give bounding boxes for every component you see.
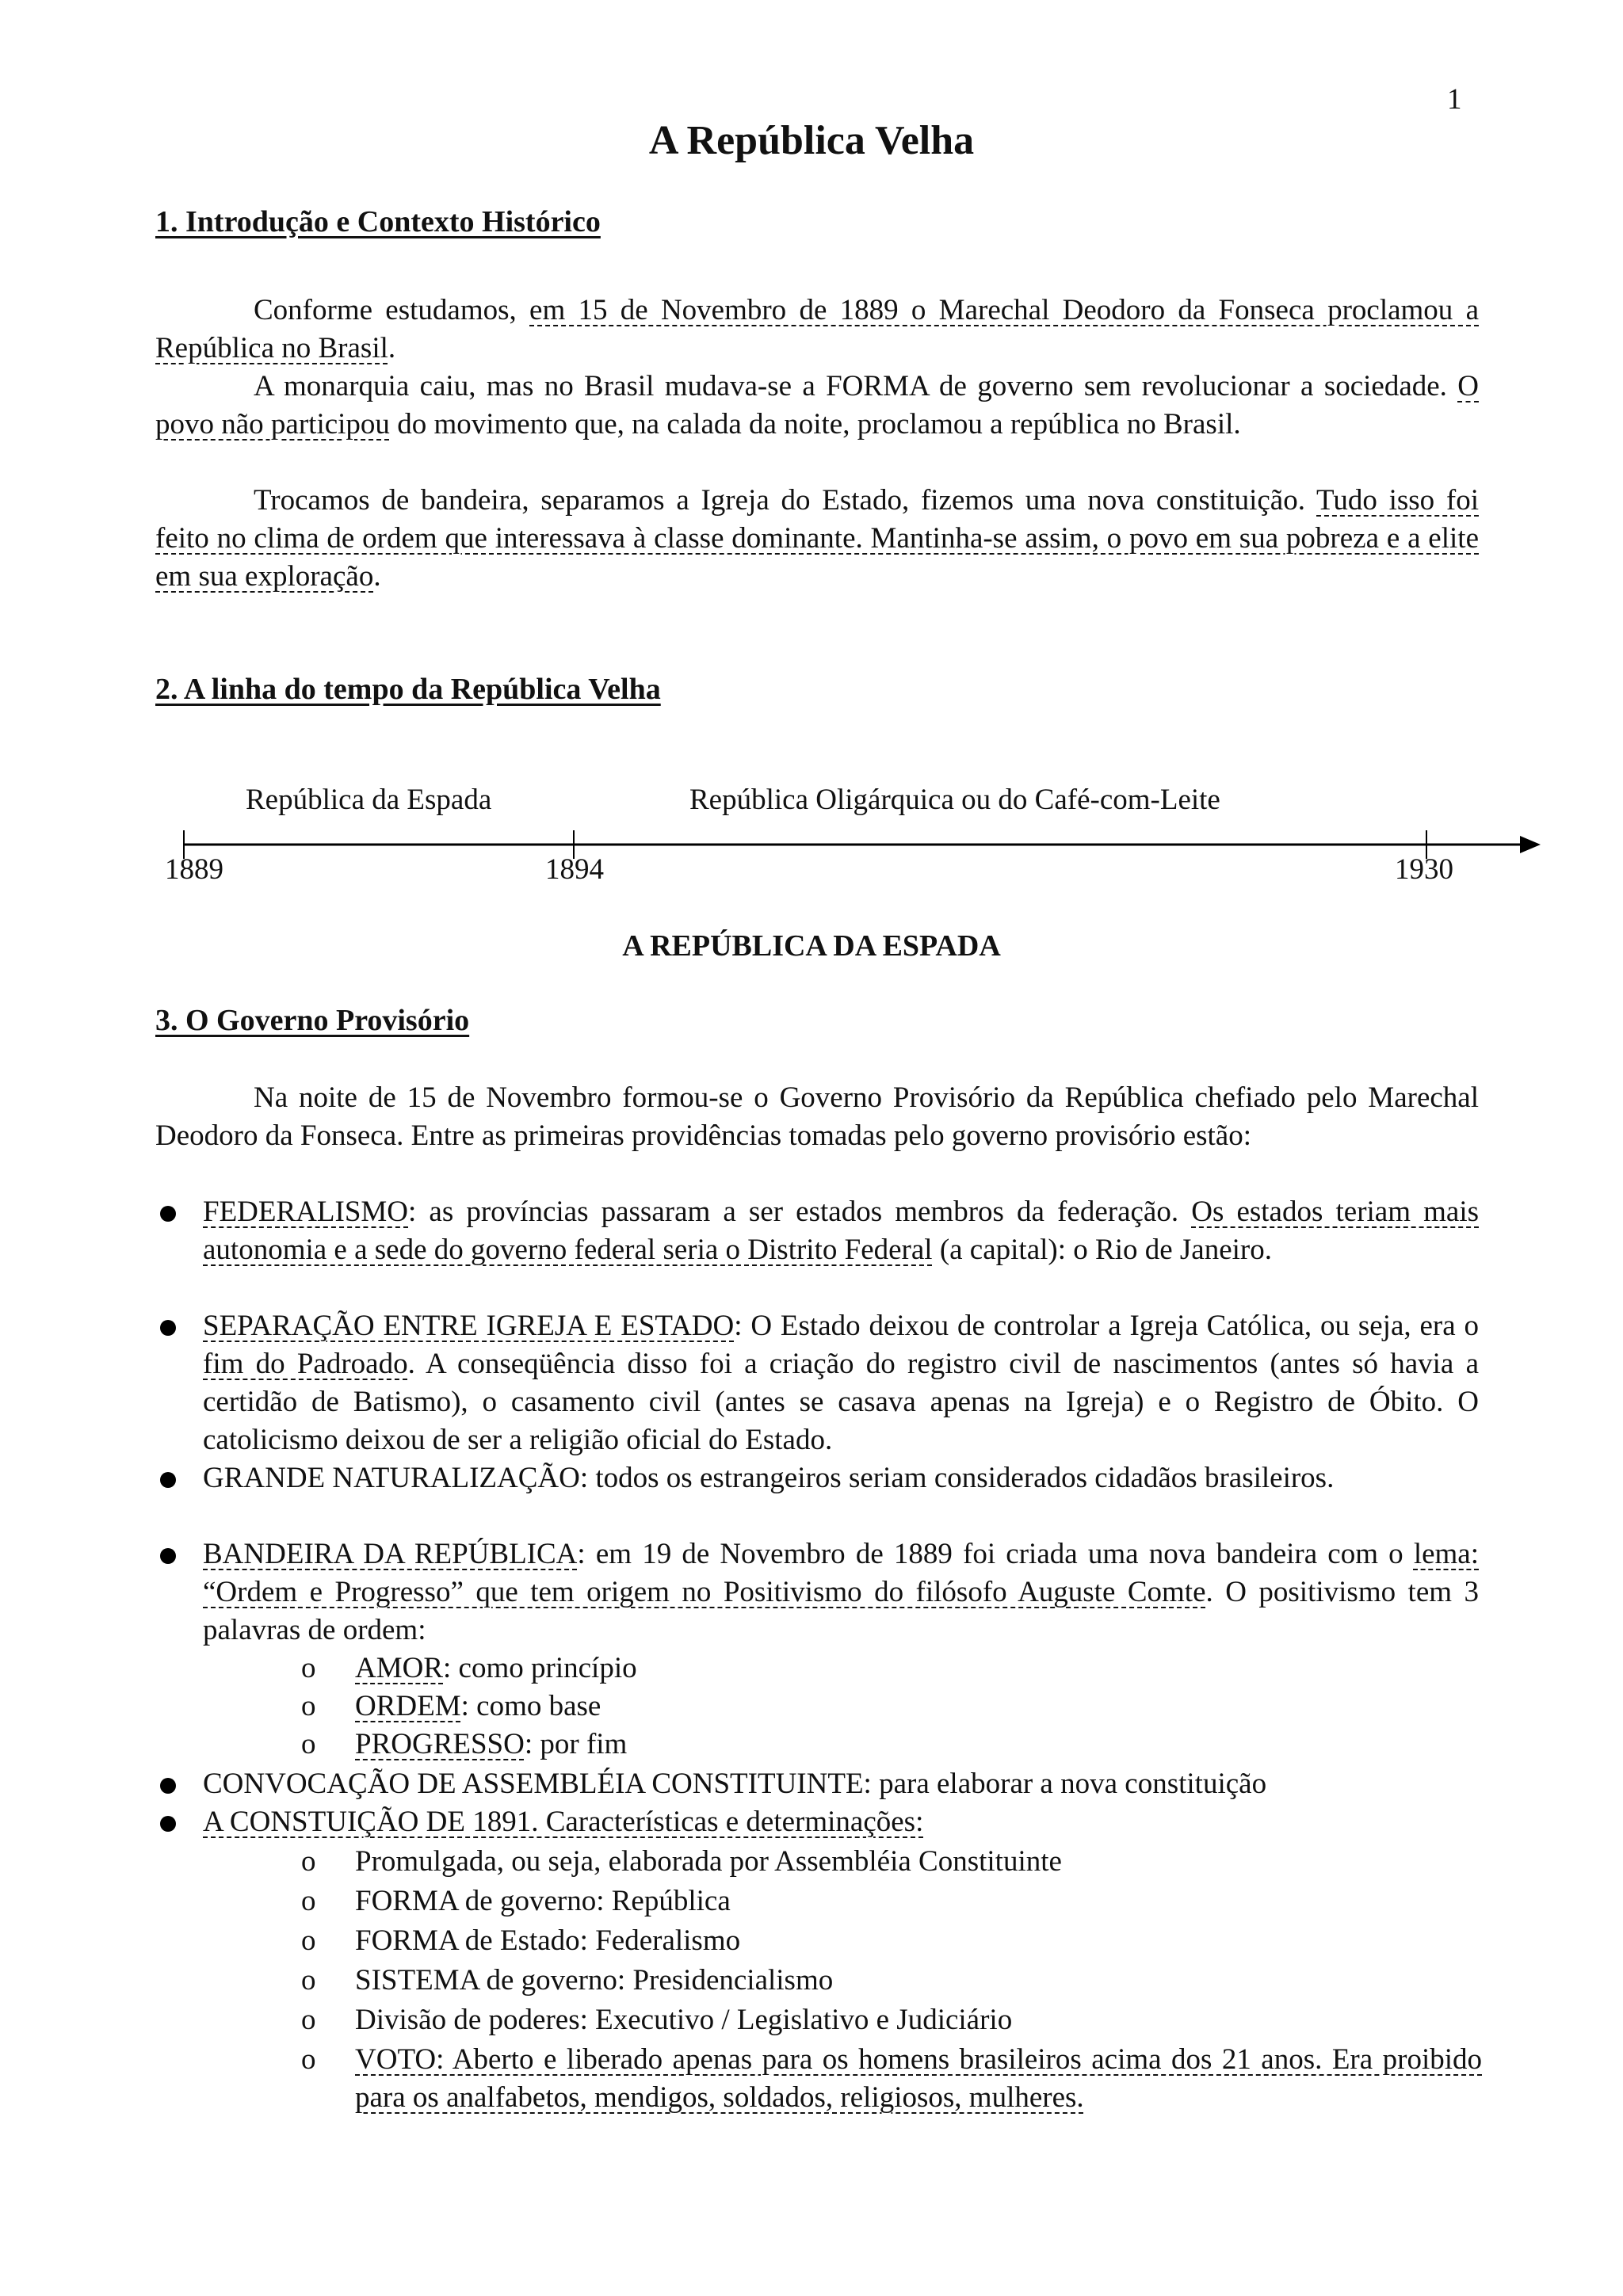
section-heading-intro: 1. Introdução e Contexto Histórico xyxy=(155,205,601,238)
sub-item-amor xyxy=(301,1650,1482,1688)
section-heading-governo-provisorio: 3. O Governo Provisório xyxy=(155,1004,470,1037)
underlined-label: BANDEIRA DA REPÚBLICA xyxy=(203,1538,578,1570)
section-heading-timeline: 2. A linha do tempo da República Velha xyxy=(155,673,661,706)
timeline-year-1894: 1894 xyxy=(545,853,604,886)
text: : O Estado deixou de controlar a Igreja Católica, ou seja, era o xyxy=(734,1310,1479,1342)
timeline-year-1930: 1930 xyxy=(1395,853,1453,886)
espada-heading: A REPÚBLICA DA ESPADA xyxy=(622,929,1001,963)
timeline-year-1889: 1889 xyxy=(165,853,223,886)
underlined-label: AMOR xyxy=(355,1652,444,1684)
text: : em 19 de Novembro de 1889 foi criada uma nova bandeira com o xyxy=(577,1538,1414,1570)
sub-item-text: FORMA de governo: República xyxy=(355,1885,731,1917)
sub-item-promulgada xyxy=(301,1843,1482,1881)
bullet-text: GRANDE NATURALIZAÇÃO: todos os estrangeiros seriam considerados cidadãos brasileiros. xyxy=(203,1462,1335,1494)
timeline-arrow xyxy=(1520,836,1541,853)
sub-bullet: o xyxy=(301,2043,316,2076)
sub-bullet: o xyxy=(301,1924,316,1957)
bullet-convocacao xyxy=(155,1765,1479,1803)
text: A monarquia caiu, mas no Brasil mudava-se a FORMA de governo sem revolucionar a sociedade. xyxy=(254,370,1458,402)
sub-item-forma-estado xyxy=(301,1922,1482,1960)
sub-item-text: FORMA de Estado: Federalismo xyxy=(355,1924,741,1957)
sub-item-ordem xyxy=(301,1688,1482,1726)
sub-bullet: o xyxy=(301,1845,316,1878)
sub-bullet: o xyxy=(301,1728,316,1760)
underlined-text: fim do Padroado xyxy=(203,1348,408,1380)
bullet-bandeira xyxy=(155,1535,1479,1650)
text: . xyxy=(373,560,381,593)
bullet-text: CONVOCAÇÃO DE ASSEMBLÉIA CONSTITUINTE: para elaborar a nova constituição xyxy=(203,1768,1267,1800)
bullet-dot xyxy=(160,1320,176,1336)
underlined-label: FEDERALISMO xyxy=(203,1196,409,1228)
bullet-dot xyxy=(160,1206,176,1222)
page-title: A República Velha xyxy=(648,118,975,163)
underlined-text: O povo não participou xyxy=(155,370,1479,441)
text: Trocamos de bandeira, separamos a Igreja do Estado, fizemos uma nova constituição. xyxy=(254,484,1317,517)
sub-bullet: o xyxy=(301,2004,316,2036)
sub-item-forma-governo xyxy=(301,1882,1482,1920)
text: . xyxy=(388,332,396,364)
text: . O positivismo tem 3 palavras de ordem: xyxy=(203,1576,1479,1646)
sub-item-sistema xyxy=(301,1962,1482,2000)
sub-bullet: o xyxy=(301,1885,316,1917)
underlined-text: Os estados teriam mais autonomia e a sede do governo federal seria o Distrito Federal xyxy=(203,1196,1479,1266)
sub-bullet: o xyxy=(301,1652,316,1684)
text: : as províncias passaram a ser estados membros da federação. xyxy=(408,1196,1192,1228)
sub-item-progresso xyxy=(301,1726,1482,1764)
underlined-label: PROGRESSO xyxy=(355,1728,525,1760)
sub-item-text: SISTEMA de governo: Presidencialismo xyxy=(355,1964,834,1997)
bullet-dot xyxy=(160,1472,176,1488)
bullet-naturalizacao xyxy=(155,1459,1479,1497)
paragraph-flag-change xyxy=(155,482,1479,596)
sub-item-voto xyxy=(301,2041,1482,2117)
underlined-label: SEPARAÇÃO ENTRE IGREJA E ESTADO xyxy=(203,1310,735,1342)
bullet-dot xyxy=(160,1548,176,1564)
text: Conforme estudamos, xyxy=(254,294,530,326)
underlined-text: em 15 de Novembro de 1889 o Marechal Deodoro da Fonseca proclamou a República no Brasil xyxy=(155,294,1479,364)
sub-item-text: Promulgada, ou seja, elaborada por Assembléia Constituinte xyxy=(355,1845,1062,1878)
text: : como princípio xyxy=(443,1652,637,1684)
text: : por fim xyxy=(524,1728,628,1760)
text: : como base xyxy=(460,1690,601,1722)
text: (a capital): o Rio de Janeiro. xyxy=(932,1234,1272,1266)
bullet-text xyxy=(203,1307,1479,1459)
underlined-text: A CONSTUIÇÃO DE 1891. Características e determinações: xyxy=(203,1806,924,1838)
timeline-axis xyxy=(0,824,1623,864)
bullet-text xyxy=(203,1193,1479,1269)
paragraph-proclamation xyxy=(155,292,1479,368)
paragraph-monarchy xyxy=(155,368,1479,444)
timeline-label-espada: República da Espada xyxy=(246,784,492,816)
paragraph-governo-intro: Na noite de 15 de Novembro formou-se o Governo Provisório da República chefiado pelo Marechal Deodoro da Fonseca. Entre as primeiras providências tomadas pelo governo provisório estão: xyxy=(155,1081,1479,1152)
underlined-text: lema: “Ordem e Progresso” que tem origem no Positivismo do filósofo Auguste Comte xyxy=(203,1538,1479,1608)
timeline-label-oligarquica: República Oligárquica ou do Café-com-Leite xyxy=(689,784,1220,816)
bullet-text xyxy=(203,1535,1479,1650)
sub-bullet: o xyxy=(301,1690,316,1722)
underlined-text: Tudo isso foi feito no clima de ordem que interessava à classe dominante. Mantinha-se assim, o povo em sua pobreza e a elite em sua exploração xyxy=(155,484,1479,593)
sub-item-text xyxy=(355,2041,1482,2117)
underlined-text: VOTO: Aberto e liberado apenas para os homens brasileiros acima dos 21 anos. Era proibido para os analfabetos, mendigos, soldados, religiosos, mulheres. xyxy=(355,2043,1482,2114)
page-number: 1 xyxy=(1447,83,1462,116)
sub-item-divisao xyxy=(301,2001,1482,2039)
sub-item-text: Divisão de poderes: Executivo / Legislativo e Judiciário xyxy=(355,2004,1013,2036)
text: do movimento que, na calada da noite, proclamou a república no Brasil. xyxy=(389,408,1241,441)
text: . A conseqüência disso foi a criação do registro civil de nascimentos (antes só havia a certidão de Batismo), o casamento civil (antes se casava apenas na Igreja) e o Registro de Óbito. O catolicismo deixou de ser a religião oficial do Estado. xyxy=(203,1348,1479,1456)
bullet-constituicao xyxy=(155,1803,1479,1841)
bullet-dot xyxy=(160,1778,176,1794)
bullet-federalismo xyxy=(155,1193,1479,1269)
sub-bullet: o xyxy=(301,1964,316,1997)
bullet-dot xyxy=(160,1816,176,1832)
bullet-text xyxy=(203,1803,1479,1841)
underlined-label: ORDEM xyxy=(355,1690,461,1722)
bullet-separacao xyxy=(155,1307,1479,1459)
